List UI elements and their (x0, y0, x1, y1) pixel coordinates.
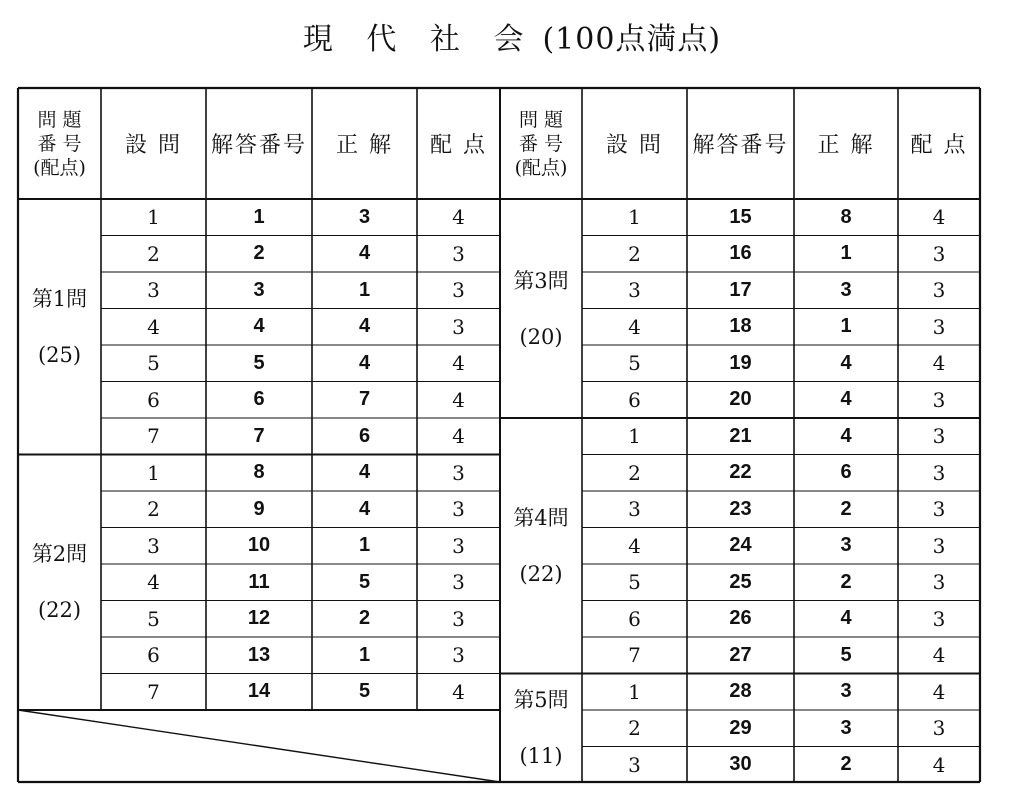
correct-answer: 4 (840, 607, 852, 630)
section-name: 第3問 (513, 268, 569, 293)
question-number: 4 (147, 570, 160, 595)
correct-answer: 4 (840, 424, 852, 447)
score: 4 (932, 752, 946, 777)
section-points: (22) (37, 598, 82, 623)
question-number: 5 (628, 570, 641, 595)
correct-answer: 3 (840, 278, 852, 301)
score: 4 (452, 424, 465, 449)
score: 3 (932, 278, 946, 303)
right-header-seikai: 正 解 (817, 133, 875, 158)
right-header-mondai-bango: 問 題 番 号 (配点) (514, 108, 568, 179)
score: 3 (452, 643, 465, 668)
question-number: 5 (147, 351, 160, 376)
score: 3 (452, 570, 465, 595)
score: 3 (452, 241, 465, 266)
score: 3 (452, 606, 465, 631)
correct-answer: 6 (840, 461, 852, 484)
score: 3 (932, 314, 946, 339)
section-label (500, 418, 582, 674)
section-points: (22) (519, 561, 563, 586)
question-number: 6 (628, 387, 641, 412)
score: 3 (932, 716, 946, 741)
score: 4 (452, 387, 465, 412)
correct-answer: 4 (358, 315, 371, 338)
answer-number: 27 (729, 643, 752, 666)
question-number: 7 (147, 679, 160, 704)
left-header-setsumon: 設 問 (125, 133, 182, 158)
section-name: 第1問 (31, 286, 88, 311)
correct-answer: 5 (358, 680, 371, 703)
left-header-kaito-bango: 解答番号 (210, 133, 307, 158)
question-number: 7 (628, 643, 641, 668)
correct-answer: 3 (840, 680, 852, 703)
correct-answer: 4 (358, 497, 371, 520)
question-number: 4 (628, 533, 641, 558)
correct-answer: 4 (358, 461, 371, 484)
right-header-haiten: 配 点 (910, 133, 968, 158)
title-subject: 現 代 社 会 (302, 22, 525, 57)
score: 3 (452, 497, 465, 522)
correct-answer: 5 (358, 570, 371, 593)
answer-number: 26 (729, 607, 752, 630)
answer-number: 23 (729, 497, 752, 520)
answer-number: 29 (729, 716, 752, 739)
question-number: 2 (147, 497, 160, 522)
correct-answer: 7 (358, 388, 371, 411)
score: 4 (932, 351, 946, 376)
answer-number: 5 (253, 351, 265, 374)
answer-number: 14 (247, 680, 271, 703)
question-number: 1 (628, 205, 641, 230)
title-full-score: (100点満点) (542, 22, 722, 57)
question-number: 1 (628, 679, 641, 704)
section-label (500, 674, 582, 784)
section-points: (20) (519, 324, 563, 349)
correct-answer: 4 (840, 351, 852, 374)
answer-number: 28 (729, 680, 752, 703)
correct-answer: 1 (840, 315, 852, 338)
correct-answer: 1 (358, 643, 371, 666)
answer-number: 21 (729, 424, 752, 447)
score: 4 (932, 643, 946, 668)
answer-number: 1 (253, 205, 265, 228)
question-number: 2 (628, 716, 641, 741)
question-number: 1 (147, 460, 160, 485)
question-number: 4 (147, 314, 160, 339)
score: 4 (452, 205, 465, 230)
answer-number: 4 (253, 315, 265, 338)
section-name: 第2問 (31, 542, 88, 567)
question-number: 5 (628, 351, 641, 376)
score: 4 (932, 679, 946, 704)
section-points: (11) (519, 744, 563, 769)
correct-answer: 3 (840, 716, 852, 739)
answer-number: 22 (729, 461, 752, 484)
question-number: 7 (147, 424, 160, 449)
score: 3 (932, 533, 946, 558)
score: 4 (452, 679, 465, 704)
answer-number: 18 (729, 315, 752, 338)
correct-answer: 1 (358, 278, 371, 301)
answer-number: 30 (729, 753, 752, 776)
answer-number: 2 (253, 242, 265, 265)
score: 4 (932, 205, 946, 230)
answer-number: 17 (729, 278, 752, 301)
question-number: 2 (628, 460, 641, 485)
question-number: 6 (147, 387, 160, 412)
score: 3 (932, 460, 946, 485)
question-number: 1 (147, 205, 160, 230)
correct-answer: 5 (840, 643, 852, 666)
score: 3 (452, 460, 465, 485)
score: 3 (932, 497, 946, 522)
empty-block-diagonal (18, 710, 500, 782)
section-points: (25) (37, 342, 82, 367)
section-label (18, 199, 101, 455)
question-number: 2 (628, 241, 641, 266)
answer-number: 24 (729, 534, 752, 557)
question-number: 4 (628, 314, 641, 339)
score: 4 (452, 351, 465, 376)
answer-number: 13 (247, 643, 271, 666)
question-number: 3 (628, 278, 641, 303)
question-number: 3 (147, 533, 160, 558)
correct-answer: 4 (358, 351, 371, 374)
right-header-setsumon: 設 問 (606, 133, 663, 158)
left-header-haiten: 配 点 (430, 133, 487, 158)
answer-number: 6 (253, 388, 265, 411)
answer-number: 7 (253, 424, 265, 447)
score: 3 (932, 606, 946, 631)
correct-answer: 2 (358, 607, 371, 630)
correct-answer: 2 (840, 497, 852, 520)
question-number: 3 (628, 752, 641, 777)
section-name: 第4問 (513, 505, 569, 530)
left-header-mondai-bango: 問 題 番 号 (配点) (33, 108, 86, 179)
correct-answer: 8 (840, 205, 852, 228)
correct-answer: 3 (840, 534, 852, 557)
correct-answer: 2 (840, 753, 852, 776)
score: 3 (932, 387, 946, 412)
question-number: 1 (628, 424, 641, 449)
answer-number: 12 (247, 607, 271, 630)
section-label (18, 455, 101, 711)
answer-number: 11 (248, 570, 270, 593)
question-number: 6 (628, 606, 641, 631)
correct-answer: 4 (358, 242, 371, 265)
question-number: 3 (628, 497, 641, 522)
correct-answer: 6 (358, 424, 371, 447)
answer-number: 3 (253, 278, 265, 301)
score: 3 (932, 241, 946, 266)
answer-number: 10 (247, 534, 271, 557)
correct-answer: 4 (840, 388, 852, 411)
section-name: 第5問 (513, 688, 569, 713)
question-number: 6 (147, 643, 160, 668)
question-number: 5 (147, 606, 160, 631)
correct-answer: 2 (840, 570, 852, 593)
answer-number: 20 (729, 388, 752, 411)
question-number: 2 (147, 241, 160, 266)
correct-answer: 3 (358, 205, 371, 228)
question-number: 3 (147, 278, 160, 303)
score: 3 (932, 570, 946, 595)
score: 3 (452, 533, 465, 558)
answer-number: 15 (729, 205, 752, 228)
answer-number: 19 (729, 351, 752, 374)
correct-answer: 1 (358, 534, 371, 557)
score: 3 (452, 278, 465, 303)
left-header-seikai: 正 解 (336, 133, 393, 158)
answer-number: 16 (729, 242, 752, 265)
answer-number: 9 (253, 497, 265, 520)
score: 3 (452, 314, 465, 339)
section-label (500, 199, 582, 418)
correct-answer: 1 (840, 242, 852, 265)
score: 3 (932, 424, 946, 449)
answer-number: 8 (253, 461, 265, 484)
answer-number: 25 (729, 570, 752, 593)
right-header-kaito-bango: 解答番号 (692, 133, 789, 158)
